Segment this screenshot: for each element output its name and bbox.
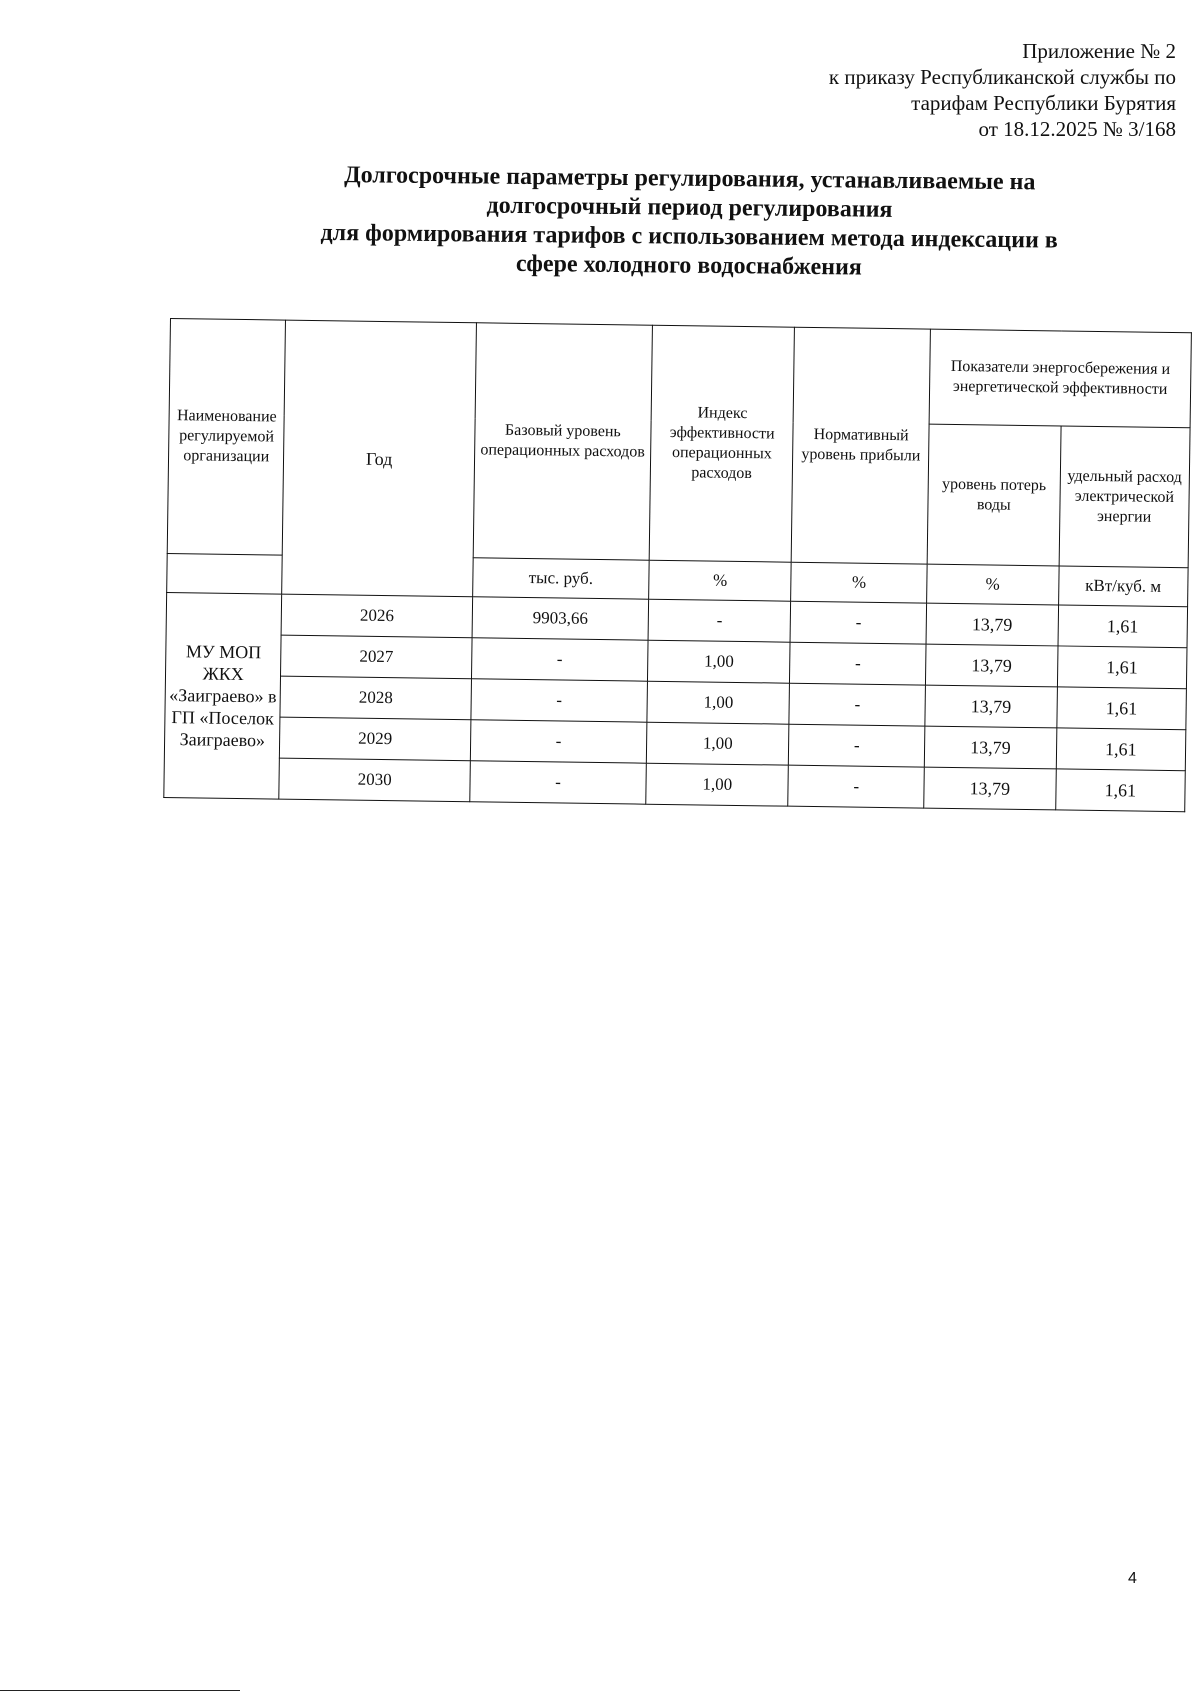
unit-profit: % (791, 562, 927, 603)
organization-name: МУ МОП ЖКХ «Заиграево» в ГП «Поселок Заиграево» (164, 592, 282, 799)
parameters-table (163, 318, 1192, 812)
cell-losses: 13,79 (926, 644, 1058, 687)
header-org: Наименование регулируемой организации (167, 319, 286, 556)
cell-profit: - (790, 601, 926, 644)
unit-base: тыс. руб. (472, 558, 649, 599)
unit-electricity: кВт/куб. м (1058, 566, 1188, 607)
cell-index: - (648, 599, 791, 642)
cell-losses: 13,79 (924, 726, 1056, 769)
cell-base: - (471, 679, 648, 722)
cell-electricity: 1,61 (1057, 646, 1187, 689)
cell-losses: 13,79 (926, 603, 1058, 646)
cell-electricity: 1,61 (1058, 605, 1188, 648)
appendix-line-4: от 18.12.2025 № 3/168 (978, 117, 1176, 141)
cell-profit: - (789, 724, 925, 767)
header-energy-group: Показатели энергосбережения и энергетической эффективности (929, 329, 1191, 428)
appendix-block (829, 38, 1176, 142)
page-number: 4 (1128, 1570, 1137, 1587)
title-line-2: долгосрочный период регулирования (486, 192, 893, 223)
header-efficiency-index: Индекс эффективности операционных расходов (649, 325, 794, 562)
cell-year: 2029 (280, 717, 471, 761)
cell-year: 2026 (282, 594, 473, 638)
cell-year: 2027 (281, 635, 472, 679)
title-line-1: Долгосрочные параметры регулирования, устанавливаемые на (344, 162, 1036, 196)
appendix-line-2: к приказу Республиканской службы по (828, 65, 1176, 89)
header-base-costs: Базовый уровень операционных расходов (473, 323, 653, 560)
unit-losses: % (927, 564, 1059, 605)
cell-base: - (471, 638, 648, 681)
cell-losses: 13,79 (924, 767, 1056, 810)
cell-year: 2028 (280, 676, 471, 720)
appendix-line-1: Приложение № 2 (1022, 39, 1176, 63)
cell-year: 2030 (279, 758, 470, 802)
title-line-3: для формирования тарифов с использованием метода индексации в (320, 219, 1058, 254)
cell-profit: - (790, 642, 926, 685)
unit-index: % (649, 560, 792, 601)
header-electricity-usage: удельный расход электрической энергии (1059, 426, 1190, 568)
header-row-1 (169, 319, 1191, 428)
cell-index: 1,00 (648, 640, 791, 683)
cell-profit: - (788, 765, 924, 808)
header-profit-level: Нормативный уровень прибыли (791, 327, 930, 564)
cell-index: 1,00 (647, 681, 790, 724)
header-year: Год (282, 320, 476, 597)
cell-base: 9903,66 (472, 597, 649, 640)
document-title (239, 160, 1140, 285)
cell-electricity: 1,61 (1056, 728, 1186, 771)
cell-index: 1,00 (646, 722, 789, 765)
cell-index: 1,00 (646, 763, 789, 806)
header-water-losses: уровень потерь воды (927, 424, 1060, 566)
parameters-table-wrapper (163, 318, 1192, 812)
cell-base: - (470, 761, 647, 804)
cell-base: - (470, 720, 647, 763)
title-line-4: сфере холодного водоснабжения (515, 250, 862, 281)
cell-profit: - (789, 683, 925, 726)
cell-electricity: 1,61 (1055, 769, 1185, 812)
cell-electricity: 1,61 (1056, 687, 1186, 730)
unit-org-empty (167, 553, 283, 594)
appendix-line-3: тарифам Республики Бурятия (911, 91, 1176, 115)
cell-losses: 13,79 (925, 685, 1057, 728)
footer-rule (0, 1690, 240, 1691)
